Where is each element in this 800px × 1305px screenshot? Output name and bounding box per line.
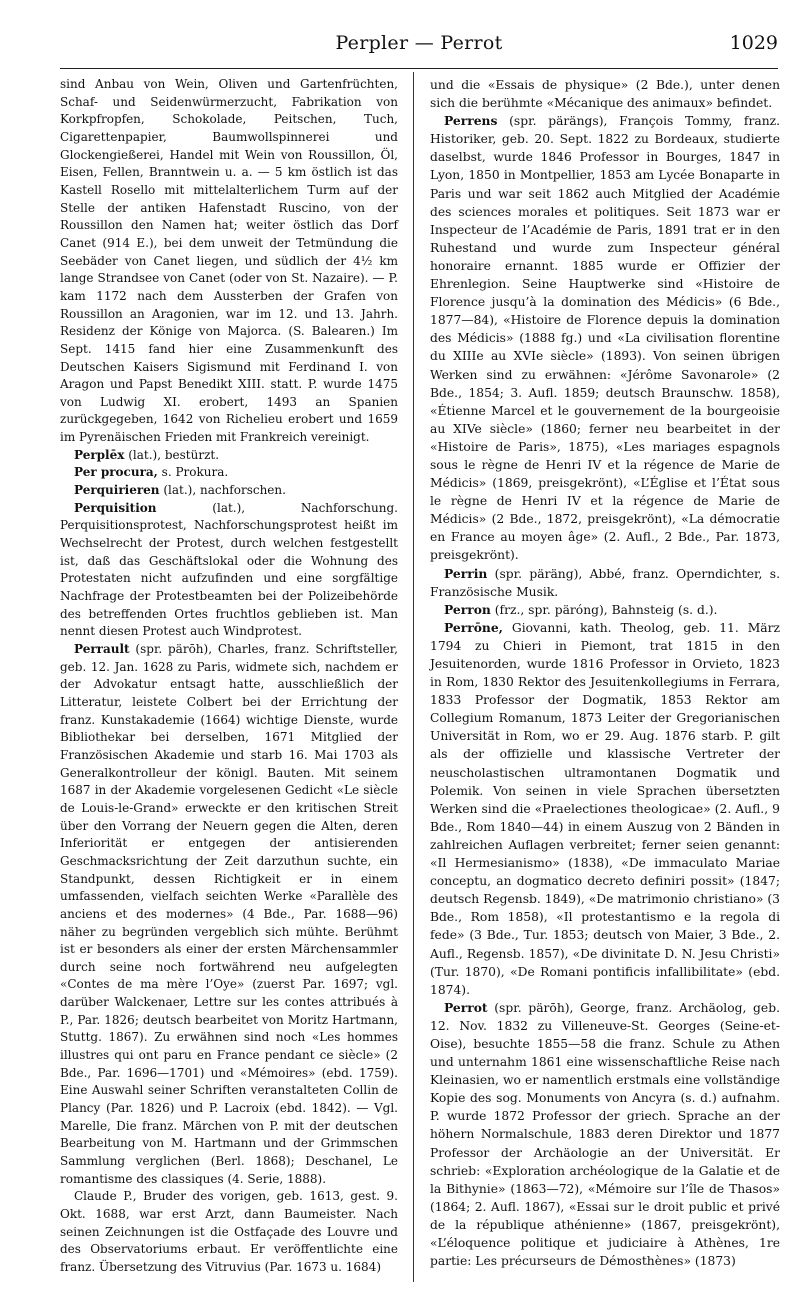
entry-headword: Perrōne,: [444, 619, 503, 635]
entry-headword: Perplēx: [74, 447, 125, 462]
header-rule: [60, 68, 778, 69]
right-column: [430, 76, 780, 1270]
entry-headword: Perquisition: [74, 500, 157, 515]
entry-paragraph: [430, 999, 780, 1270]
column-divider: [413, 72, 414, 1282]
entry-text: (lat.), bestürzt.: [124, 447, 220, 462]
entry-paragraph: [60, 76, 398, 447]
entry-paragraph: [430, 565, 780, 601]
entry-text: (lat.), Nachforschung. Perquisitionsprotest, Nachforschungsprotest heißt im Wechselrecht der Protest, durch welchen festgestellt ist, daß das Geschäftslokal oder die Wohnung des Protestaten nicht aufzufinden und eine sorgfältige Nachfrage der Protestbeamten bei der Polizeibehörde des betreffenden Ortes fruchtlos geblieben ist. Man nennt diesen Protest auch Windprotest.: [60, 500, 398, 639]
entry-headword: Perrens: [444, 113, 498, 129]
entry-headword: Perrault: [74, 642, 130, 656]
entry-text: (frz., spr. päróng), Bahnsteig (s. d.).: [490, 602, 718, 617]
entry-paragraph: [60, 500, 398, 641]
page-header: [60, 32, 778, 62]
entry-paragraph: [430, 601, 780, 619]
entry-paragraph: [430, 112, 780, 564]
entry-text: (spr. pärōh), Charles, franz. Schriftsteller, geb. 12. Jan. 1628 zu Paris, widmete sich, nachdem er der Advokatur entsagt hatte, ausschließlich der Litteratur, leistete Colbert bei der Errichtung der franz. Kunstakademie (1664) wichtige Dienste, wurde Bibliothekar bei derselben, 1671 Mitglied der Französischen Akademie und starb 16. Mai 1703 als Generalkontrolleur der königl. Bauten. Mit seinem 1687 in der Akademie vorgelesenen Gedicht «Le siècle de Louis-le-Grand» erweckte er den kritischen Streit über den Vorrang der Neuern gegen die Alten, deren Inferiorität er entgegen der antisierenden Geschmacksrichtung der Zeit darzuthun suchte, ein Standpunkt, dessen Richtigkeit er in einem umfassenden, vielfach seichten Werke «Parallèle des anciens et des modernes» (4 Bde., Par. 1688—96) näher zu begründen vergeblich sich mühte. Berühmt ist er besonders als einer der ersten Märchensammler durch seine noch fortwährend neu aufgelegten «Contes de ma mère l’Oye» (zuerst Par. 1697; vgl. darüber Walckenaer, Lettre sur les contes attribués à P., Par. 1826; deutsch bearbeitet von Moritz Hartmann, Stuttg. 1867). Zu erwähnen sind noch «Les hommes illustres qui ont paru en France pendant ce siècle» (2 Bde., Par. 1696—1701) und «Mémoires» (ebd. 1759). Eine Auswahl seiner Schriften veranstalteten Collin de Plancy (Par. 1826) und P. Lacroix (ebd. 1842). — Vgl. Marelle, Die franz. Märchen von P. mit der deutschen Bearbeitung von M. Hartmann und der Grimmschen Sammlung verglichen (Berl. 1868); Deschanel, Le romantisme des classiques (4. Serie, 1888).: [60, 642, 398, 1186]
entry-paragraph: [430, 76, 780, 112]
entry-paragraph: [60, 641, 398, 1188]
entry-text: Giovanni, kath. Theolog, geb. 11. März 1794 zu Chieri in Piemont, trat 1815 in den Jesuitenorden, wurde 1816 Professor in Orvieto, 1823 in Rom, 1830 Rektor des Jesuitenkollegiums in Ferrara, 1833 Professor der Dogmatik, 1853 Rektor am Collegium Romanum, 1873 Leiter der Gregorianischen Universität in Rom, wo er 29. Aug. 1876 starb. P. gilt als der offizielle und klassische Vertreter der neuscholastischen ultramontanen Dogmatik und Polemik. Von seinen in viele Sprachen übersetzten Werken sind die «Praelectiones theologicae» (2. Aufl., 9 Bde., Rom 1840—44) in einem Auszug von 2 Bänden in zahlreichen Auflagen verbreitet; ferner seien genannt: «Il Hermesianismo» (1838), «De immaculato Mariae conceptu, an dogmatico decreto definiri possit» (1847; deutsch Regensb. 1849), «De matrimonio christiano» (3 Bde., Rom 1858), «Il protestantismo e la regola di fede» (3 Bde., Tur. 1853; deutsch von Maier, 3 Bde., 2. Aufl., Regensb. 1857), «De divinitate D. N. Jesu Christi» (Tur. 1870), «De Romani pontificis infallibilitate» (ebd. 1874).: [430, 620, 780, 997]
left-column: [60, 76, 398, 1277]
page-number: 1029: [729, 32, 778, 54]
entry-text: und die «Essais de physique» (2 Bde.), unter denen sich die berühmte «Mécanique des animaux» befindet.: [430, 78, 780, 111]
entry-text: (spr. pärängs), François Tommy, franz. Historiker, geb. 20. Sept. 1822 zu Bordeaux, studierte daselbst, wurde 1846 Professor in Bourges, 1847 in Lyon, 1850 in Montpellier, 1853 am Lycée Bonaparte in Paris und war seit 1862 auch Mitglied der Académie des sciences morales et politiques. Seit 1873 war er Inspecteur de l’Académie de Paris, 1891 trat er in den Ruhestand und wurde zum Inspecteur général honoraire ernannt. 1885 wurde er Offizier der Ehrenlegion. Seine Hauptwerke sind «Histoire de Florence jusqu’à la domination des Médicis» (6 Bde., 1877—84), «Histoire de Florence depuis la domination des Médicis» (1888 fg.) und «La civilisation florentine du XIIIe au XVIe siècle» (1893). Von seinen übrigen Werken sind zu erwähnen: «Jérôme Savonarole» (2 Bde., 1854; 3. Aufl. 1859; deutsch Braunschw. 1858), «Étienne Marcel et le gouvernement de la bourgeoisie au XIVe siècle» (1860; ferner neu bearbeitet in der «Histoire de Paris», 1875), «Les mariages espagnols sous le règne de Henri IV et la régence de Marie de Médicis» (1869, preisgekrönt), «L’Église et l’État sous le règne de Henri IV et la régence de Marie de Médicis» (2 Bde., 1872, preisgekrönt), «La démocratie en France au moyen âge» (2. Aufl., 2 Bde., Par. 1873, preisgekrönt).: [430, 114, 780, 563]
entry-text: sind Anbau von Wein, Oliven und Gartenfrüchten, Schaf- und Seidenwürmerzucht, Fabrikation von Korkpfropfen, Schokolade, Peitschen, Tuch, Cigarettenpapier, Baumwollspinnerei und Glockengießerei, Handel mit Wein von Roussillon, Öl, Eisen, Fellen, Branntwein u. a. — 5 km östlich ist das Kastell Rosello mit mittelalterlichem Turm auf der Stelle der antiken Hafenstadt Ruscino, von der Roussillon den Namen hat; weiter östlich das Dorf Canet (914 E.), bei dem unweit der Tetmündung die Seebäder von Canet liegen, und südlich der 4½ km lange Strandsee von Canet (oder von St. Nazaire). — P. kam 1172 nach dem Aussterben der Grafen von Roussillon an Aragonien, war im 12. und 13. Jahrh. Residenz der Könige von Majorca. (S. Balearen.) Im Sept. 1415 fand hier eine Zusammenkunft des Deutschen Kaisers Sigismund mit Ferdinand I. von Aragon und Papst Benedikt XIII. statt. P. wurde 1475 von Ludwig XI. erobert, 1493 an Spanien zurückgegeben, 1642 von Richelieu erobert und 1659 im Pyrenäischen Frieden mit Frankreich vereinigt.: [60, 77, 398, 445]
entry-headword: Perrot: [444, 999, 488, 1015]
entry-headword: Perquirieren: [74, 483, 160, 498]
entry-headword: Perron: [444, 601, 491, 617]
entry-text: Claude P., Bruder des vorigen, geb. 1613, gest. 9. Okt. 1688, war erst Arzt, dann Baumeister. Nach seinen Zeichnungen ist die Ostfaçade des Louvre und des Observatoriums erbaut. Er veröffentlichte eine franz. Übersetzung des Vitruvius (Par. 1673 u. 1684): [60, 1189, 398, 1274]
entry-text: (lat.), nachforschen.: [159, 483, 286, 498]
entry-headword: Per procura,: [74, 465, 158, 480]
entry-paragraph: [430, 619, 780, 999]
entry-paragraph: [60, 1188, 398, 1276]
entry-text: s. Prokura.: [157, 465, 229, 480]
entry-text: (spr. pärōh), George, franz. Archäolog, geb. 12. Nov. 1832 zu Villeneuve-St. Georges (Seine-et-Oise), besuchte 1855—58 die franz. Schule zu Athen und unternahm 1861 eine wissenschaftliche Reise nach Kleinasien, wo er namentlich erstmals eine vollständige Kopie des sog. Monuments von Ancyra (s. d.) aufnahm. P. wurde 1872 Professor der griech. Sprache an der höhern Normalschule, 1883 deren Direktor und 1877 Professor der Archäologie an der Universität. Er schrieb: «Exploration archéologique de la Galatie et de la Bithynie» (1863—72), «Mémoire sur l’île de Thasos» (1864; 2. Aufl. 1867), «Essai sur le droit public et privé de la république athénienne» (1867, preisgekrönt), «L’éloquence politique et judiciaire à Athènes, 1re partie: Les précurseurs de Démosthènes» (1873): [430, 1000, 780, 1269]
running-title: Perpler — Perrot: [335, 32, 503, 54]
entry-text: (spr. päräng), Abbé, franz. Operndichter, s. Französische Musik.: [430, 566, 780, 599]
entry-paragraph: [60, 447, 398, 465]
entry-paragraph: [60, 464, 398, 482]
entry-paragraph: [60, 482, 398, 500]
entry-headword: Perrin: [444, 565, 488, 581]
